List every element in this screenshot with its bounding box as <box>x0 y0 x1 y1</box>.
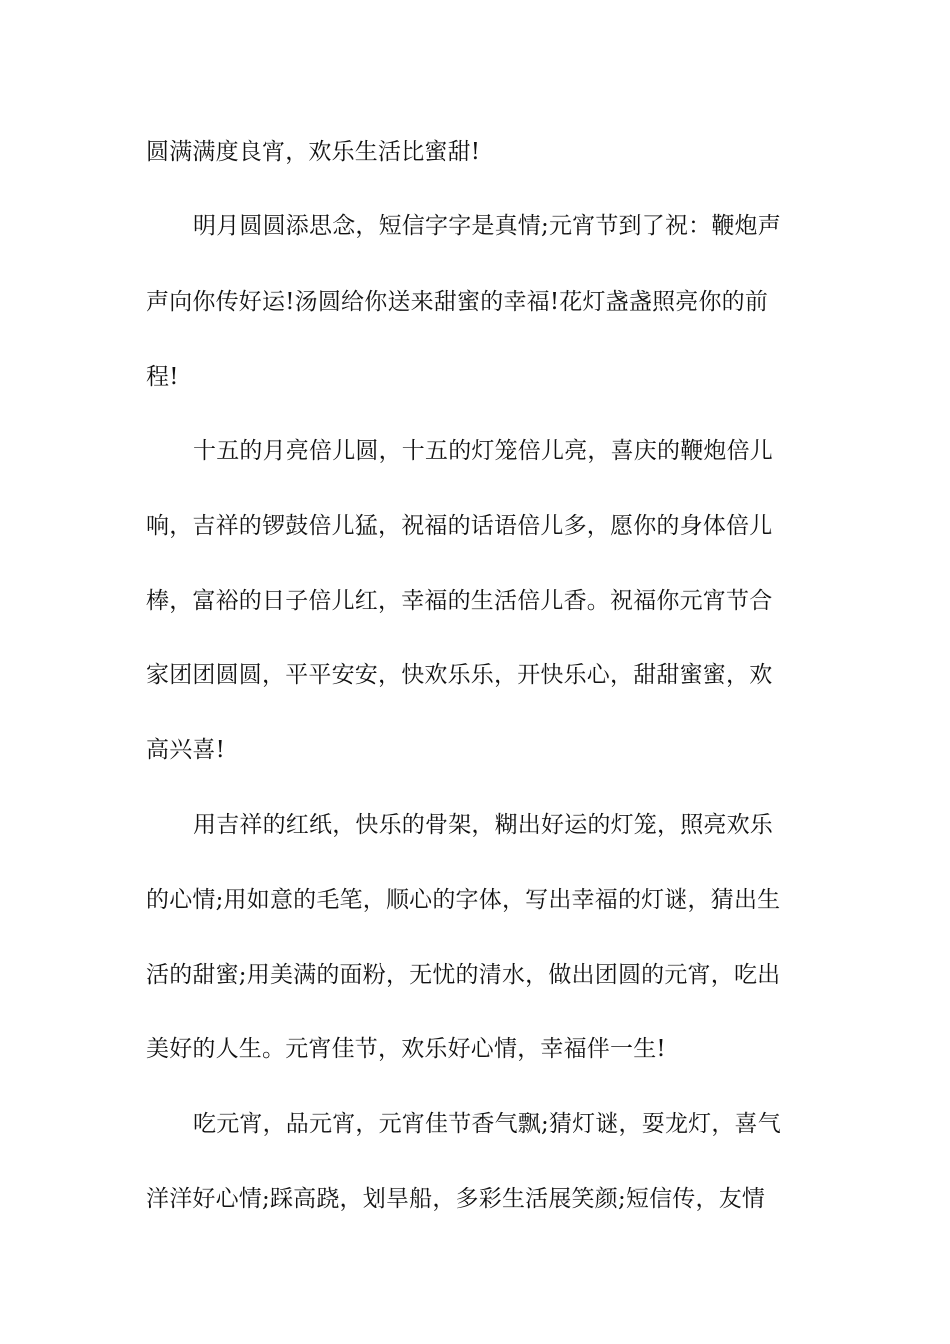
text-line: 家团团圆圆，平平安安，快欢乐乐，开快乐心，甜甜蜜蜜，欢 <box>146 662 773 688</box>
text-line: 美好的人生。元宵佳节，欢乐好心情，幸福伴一生! <box>146 1036 666 1062</box>
text-line: 洋洋好心情;踩高跷，划旱船，多彩生活展笑颜;短信传，友情 <box>146 1186 766 1212</box>
text-line: 圆满满度良宵，欢乐生活比蜜甜! <box>146 139 481 165</box>
text-line: 程! <box>146 364 179 390</box>
text-line: 吃元宵，品元宵，元宵佳节香气飘;猜灯谜，耍龙灯，喜气 <box>193 1111 781 1137</box>
text-line: 棒，富裕的日子倍儿红，幸福的生活倍儿香。祝福你元宵节合 <box>146 588 773 614</box>
text-line: 用吉祥的红纸，快乐的骨架，糊出好运的灯笼，照亮欢乐 <box>193 812 773 838</box>
text-line: 活的甜蜜;用美满的面粉，无忧的清水，做出团圆的元宵，吃出 <box>146 962 781 988</box>
text-line: 响，吉祥的锣鼓倍儿猛，祝福的话语倍儿多，愿你的身体倍儿 <box>146 513 773 539</box>
text-line: 明月圆圆添思念，短信字字是真情;元宵节到了祝：鞭炮声 <box>193 213 781 239</box>
text-line: 的心情;用如意的毛笔，顺心的字体，写出幸福的灯谜，猜出生 <box>146 887 781 913</box>
text-line: 十五的月亮倍儿圆，十五的灯笼倍儿亮，喜庆的鞭炮倍儿 <box>193 438 773 464</box>
text-line: 高兴喜! <box>146 737 226 763</box>
text-line: 声向你传好运!汤圆给你送来甜蜜的幸福!花灯盏盏照亮你的前 <box>146 289 769 315</box>
